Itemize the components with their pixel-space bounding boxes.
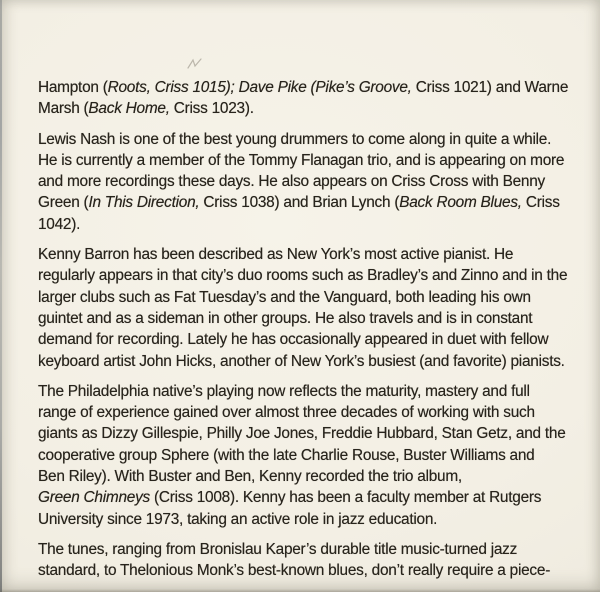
text-segment: Green (: [38, 194, 89, 212]
text-segment: Hampton (: [38, 79, 108, 96]
text-segment: Green Chimneys: [38, 489, 150, 507]
text-segment: Criss 1021) and Warne: [411, 79, 569, 96]
text-segment: He is currently a member of the Tommy Flanagan trio, and is appearing on more: [38, 151, 565, 169]
text-segment: regularly appears in that city’s duo rooms such as Bradley’s and Zinno and in the: [38, 267, 568, 285]
text-segment: In This Direction,: [88, 194, 200, 212]
text-segment: cooperative group Sphere (with the late Charlie Rouse, Buster Williams and: [38, 446, 535, 464]
text-segment: Ben Riley). With Buster and Ben, Kenny recorded the trio album,: [38, 468, 462, 486]
page-edge-shadow: [0, 0, 2, 592]
text-segment: larger clubs such as Fat Tuesday’s and the Vanguard, both leading his own: [38, 288, 531, 306]
text-segment: Marsh (: [38, 100, 89, 118]
text-segment: Roots, Criss 1015); Dave Pike (Pike’s Groove,: [107, 79, 412, 96]
text-segment: Criss: [521, 194, 560, 212]
paragraph-3: [38, 244, 578, 372]
text-segment: Back Home,: [88, 100, 170, 118]
text-segment: 1042).: [38, 215, 81, 233]
text-segment: The Philadelphia native’s playing now reflects the maturity, mastery and full: [38, 382, 530, 400]
paragraph-2: [38, 129, 578, 235]
text-segment: Lewis Nash is one of the best young drummers to come along in quite a while.: [38, 130, 552, 148]
paragraph-5: [38, 539, 578, 582]
text-segment: keyboard artist John Hicks, another of New York’s busiest (and favorite) pianists.: [38, 352, 565, 370]
text-segment: Criss 1038) and Brian Lynch (: [199, 194, 400, 212]
text-segment: (Criss 1008). Kenny has been a faculty member at Rutgers: [149, 489, 542, 507]
pencil-mark: [186, 57, 204, 76]
paragraph-1: [38, 77, 578, 120]
text-segment: range of experience gained over almost three decades of working with such: [38, 404, 535, 422]
paragraph-4: [38, 381, 578, 530]
text-segment: giants as Dizzy Gillespie, Philly Joe Jones, Freddie Hubbard, Stan Getz, and the: [38, 425, 566, 443]
text-segment: Back Room Blues,: [399, 194, 522, 212]
text-segment: The tunes, ranging from Bronislau Kaper’s durable title music-turned jazz: [38, 540, 518, 558]
text-segment: demand for recording. Lately he has occasionally appeared in duet with fellow: [38, 331, 549, 349]
liner-notes-text: [38, 77, 578, 591]
text-segment: and more recordings these days. He also appears on Criss Cross with Benny: [38, 173, 545, 191]
text-segment: University since 1973, taking an active role in jazz education.: [38, 510, 438, 528]
text-segment: guintet and as a sideman in other groups. He also travels and is in constant: [38, 309, 533, 327]
text-segment: Criss 1023).: [169, 100, 254, 118]
text-segment: Kenny Barron has been described as New York’s most active pianist. He: [38, 246, 514, 264]
text-segment: standard, to Thelonious Monk’s best-known blues, don’t really require a piece-: [38, 562, 551, 580]
